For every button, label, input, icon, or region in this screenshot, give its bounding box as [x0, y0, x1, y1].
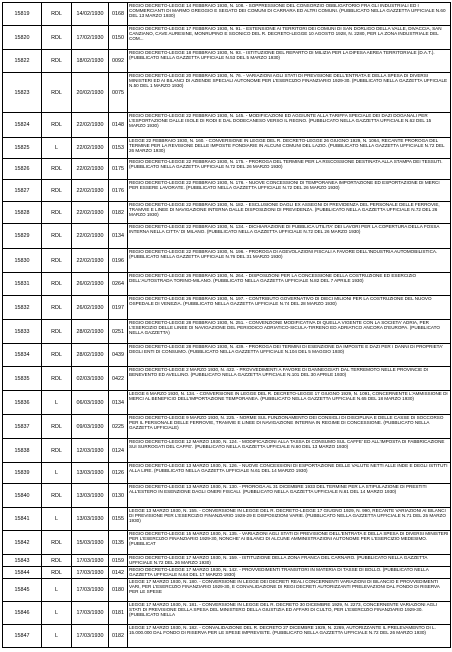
register-body	[3, 3, 451, 648]
act-date: 17/03/1930	[72, 555, 109, 567]
table-row	[3, 296, 451, 320]
act-date: 22/02/1930	[72, 180, 109, 202]
record-number: 15835	[3, 367, 42, 391]
act-description: LEGGE 17 MARZO 1930, N. 182. - CONVALIDAZIONE DEL R. DECRETO 27 DICEMBRE 1929, N. 2269, AUTORIZZANTE IL PRELEVAMENTO DI L. 15.000.000 DAL FONDO DI RISERVA PER LE SPESE IMPREVISTE. (PUBBLICATO NELLA GAZZETTA UFFICIALE N.72 DEL 26 MARZO 1930)	[128, 625, 451, 648]
act-type: RDL	[42, 3, 72, 26]
act-date: 15/03/1930	[72, 531, 109, 555]
table-row	[3, 531, 451, 555]
act-date: 22/02/1930	[72, 159, 109, 180]
act-description: REGIO DECRETO-LEGGE 26 FEBBRAIO 1930, N. 264. - DISPOSIZIONI PER LA CONCESSIONE DELLA COSTRUZIONE ED ESERCIZIO DELL'AUTOSTRADA TORINO-MILANO. (PUBBLICATO NELLA GAZZETTA UFFICIALE N.82 DEL 7 APRILE 1930)	[128, 273, 451, 296]
act-type: RDL	[42, 73, 72, 113]
record-number: 15831	[3, 273, 42, 296]
table-row	[3, 463, 451, 484]
act-code: 0126	[109, 463, 128, 484]
act-description: REGIO DECRETO-LEGGE 26 FEBBRAIO 1930, N. 197. - CONTRIBUTO GOVERNATIVO DI DIECI MILIONI PER LA COSTRUZIONE DEL NUOVO OSPEDALE DI VENEZIA. (PUBBLICATO NELLA GAZZETTA UFFICIALE N.74 DEL 28 MARZO 1930)	[128, 296, 451, 320]
record-number: 15839	[3, 463, 42, 484]
act-type: RDL	[42, 273, 72, 296]
record-number: 15829	[3, 224, 42, 249]
table-row	[3, 344, 451, 367]
act-type: RDL	[42, 439, 72, 463]
act-code: 0182	[109, 625, 128, 648]
act-description: REGIO DECRETO-LEGGE 20 FEBBRAIO 1930, N. 76. - VARIAZIONI AGLI STATI DI PREVISIONE DELL'ENTRATA E DELLA SPESA DI DIVERSI MINISTERI ED AI BILANCI DI AZIENDE SPECIALI AUTONOME PER L'ESERCIZIO FINANZIARIO 1929-30. (PUBBLICATO NELLA GAZZETTA UFFICIALE N.50 DEL 1 MARZO 1930)	[128, 73, 451, 113]
record-number: 15826	[3, 159, 42, 180]
record-number: 15827	[3, 180, 42, 202]
act-date: 17/03/1930	[72, 625, 109, 648]
table-row	[3, 180, 451, 202]
act-code: 0225	[109, 415, 128, 439]
record-number: 15843	[3, 555, 42, 567]
act-code: 0134	[109, 391, 128, 415]
table-row	[3, 508, 451, 531]
act-code: 0155	[109, 508, 128, 531]
act-code: 0148	[109, 113, 128, 138]
act-type: L	[42, 391, 72, 415]
act-type: RDL	[42, 567, 72, 579]
record-number: 15832	[3, 296, 42, 320]
act-code: 0197	[109, 296, 128, 320]
table-row	[3, 579, 451, 602]
act-description: REGIO DECRETO-LEGGE 28 FEBBRAIO 1930, N. 439. - PROROGA DEI TERMINI DI ESENZIONE DA IMPOSTE E DAZI PER I DANNI DI PROPRIETA' DEGLI ENTI DI CONSUMO. (PUBBLICATO NELLA GAZZETTA UFFICIALE N.104 DEL 5 MAGGIO 1930)	[128, 344, 451, 367]
act-description: REGIO DECRETO-LEGGE 9 MARZO 1930, N. 225. - NORME SUL FUNZIONAMENTO DEI CONSIGLI DI DISCIPLINA E DELLE CASSE DI SOCCORSO PER IL PERSONALE DELLE FERROVIE, TRAMVIE E LINEE DI NAVIGAZIONE INTERNA IN REGIME DI CONCESSIONE. (PUBBLICATO NELLA GAZZETTA UFFICIALE)	[128, 415, 451, 439]
act-type: L	[42, 625, 72, 648]
table-row	[3, 320, 451, 344]
act-date: 13/03/1930	[72, 463, 109, 484]
act-type: RDL	[42, 113, 72, 138]
act-code: 0422	[109, 367, 128, 391]
act-type: RDL	[42, 320, 72, 344]
record-number: 15824	[3, 113, 42, 138]
act-type: RDL	[42, 202, 72, 224]
record-number: 15819	[3, 3, 42, 26]
act-type: RDL	[42, 484, 72, 508]
act-code: 0159	[109, 555, 128, 567]
act-code: 0182	[109, 202, 128, 224]
act-description: REGIO DECRETO-LEGGE 17 MARZO 1930, N. 159. - ISTITUZIONE DELLA ZONA FRANCA DEL CARNARO. (PUBBLICATO NELLA GAZZETTA UFFICIALE N.72 DEL 26 MARZO 1930)	[128, 555, 451, 567]
table-row	[3, 555, 451, 567]
act-description: REGIO DECRETO-LEGGE 22 FEBBRAIO 1930, N. 176. - NUOVE CONCESSIONI DI TEMPORANEA IMPORTAZIONE ED ESPORTAZIONE DI MERCI PER ESSERE LAVORATE. (PUBBLICATO NELLA GAZZETTA UFFICIALE N.72 DEL 26 MARZO 1930)	[128, 180, 451, 202]
act-type: L	[42, 463, 72, 484]
act-type: RDL	[42, 344, 72, 367]
record-number: 15845	[3, 579, 42, 602]
act-date: 12/03/1930	[72, 439, 109, 463]
act-date: 26/02/1930	[72, 296, 109, 320]
act-type: RDL	[42, 224, 72, 249]
act-code: 0150	[109, 26, 128, 50]
record-number: 15833	[3, 320, 42, 344]
table-row	[3, 567, 451, 579]
act-code: 0135	[109, 531, 128, 555]
act-type: RDL	[42, 415, 72, 439]
act-code: 0092	[109, 50, 128, 73]
act-code: 0181	[109, 602, 128, 625]
act-date: 22/02/1930	[72, 224, 109, 249]
table-row	[3, 273, 451, 296]
table-row	[3, 439, 451, 463]
act-code: 0180	[109, 579, 128, 602]
act-description: REGIO DECRETO-LEGGE 18 FEBBRAIO 1930, N. 93. - ISTITUZIONE DEL REPARTO DI MILIZIA PER LA DIFESA AEREA TERRITORIALE (D.A.T.). (PUBBLICATO NELLA GAZZETTA UFFICIALE N.53 DEL 5 MARZO 1930)	[128, 50, 451, 73]
act-type: RDL	[42, 159, 72, 180]
act-description: REGIO DECRETO-LEGGE 13 MARZO 1930, N. 126. - NUOVE CONCESSIONI DI ESPORTAZIONE DELLE VALUTE NETTI ALLE INDE E DEGLI ISTITUTI ALLA LIRE. (PUBBLICATO NELLA GAZZETTA UFFICIALE N.61 DEL 14 MARZO 1930)	[128, 463, 451, 484]
table-row	[3, 3, 451, 26]
act-date: 18/02/1930	[72, 50, 109, 73]
record-number: 15846	[3, 602, 42, 625]
record-number: 15844	[3, 567, 42, 579]
record-number: 15823	[3, 73, 42, 113]
act-date: 17/02/1930	[72, 26, 109, 50]
act-type: L	[42, 602, 72, 625]
act-code: 0153	[109, 138, 128, 159]
act-code: 0264	[109, 273, 128, 296]
record-number: 15830	[3, 249, 42, 273]
act-date: 22/02/1930	[72, 202, 109, 224]
act-type: L	[42, 508, 72, 531]
act-date: 20/02/1930	[72, 73, 109, 113]
table-row	[3, 50, 451, 73]
act-type: RDL	[42, 531, 72, 555]
act-code: 0124	[109, 439, 128, 463]
record-number: 15841	[3, 508, 42, 531]
act-date: 28/02/1930	[72, 344, 109, 367]
record-number: 15838	[3, 439, 42, 463]
act-code: 0142	[109, 567, 128, 579]
act-code: 0251	[109, 320, 128, 344]
act-description: LEGGE 17 MARZO 1930, N. 181. - CONVERSIONE IN LEGGE DEL R. DECRETO 30 DICEMBRE 1929, N. 2273, CONCERNENTE VARIAZIONI AGLI STATI DI PREVISIONE DELLA SPESA DEL MINISTERO DELLA GIUSTIZIA ED AFFARI DI CULTO, PER L'ESERCIZIO FINANZIARIO 1929-30. (PUBBLICATO NELLA	[128, 602, 451, 625]
act-description: LEGGE 6 MARZO 1930, N. 134. - CONVERSIONE IN LEGGE DEL R. DECRETO-LEGGE 17 GIUGNO 1929, N. 1091, CONCERNENTE L'AMMISSIONE DI MERCI AL BENEFICIO DELL'IMPORTAZIONE TEMPORANEA. (PUBBLICATO NELLA GAZZETTA UFFICIALE N.65 DEL 18 MARZO 1930)	[128, 391, 451, 415]
act-code: 0134	[109, 224, 128, 249]
record-number: 15837	[3, 415, 42, 439]
act-description: REGIO DECRETO-LEGGE 22 FEBBRAIO 1930, N. 134. - DICHIARAZIONE DI PUBBLICA UTILITA' DEI LAVORI PER LA COPERTURA DELLA FOSSA INTERNA NELLA CITTA' DI MILANO. (PUBBLICATO NELLA GAZZETTA UFFICIALE N.72 DEL 26 MARZO 1930)	[128, 224, 451, 249]
record-number: 15842	[3, 531, 42, 555]
record-number: 15834	[3, 344, 42, 367]
table-row	[3, 484, 451, 508]
act-description: REGIO DECRETO-LEGGE 14 FEBBRAIO 1930, N. 108. - SOPPRESSIONE DEL CONSORZIO OBBLIGATORIO FRA GLI INDUSTRIALI ED I COMMERCIANTI DI MARMO GREGGIO E SEGATO DEI COMUNI DI CARRARA ED ALTRI COMUNI. (PUBBLICATO NELLA GAZZETTA UFFICIALE N.60 DEL 13 MARZO 1930)	[128, 3, 451, 26]
act-code: 0176	[109, 180, 128, 202]
act-type: RDL	[42, 249, 72, 273]
act-type: RDL	[42, 180, 72, 202]
act-type: RDL	[42, 555, 72, 567]
act-type: RDL	[42, 26, 72, 50]
act-date: 14/02/1930	[72, 3, 109, 26]
table-row	[3, 202, 451, 224]
act-date: 28/02/1930	[72, 320, 109, 344]
act-type: RDL	[42, 296, 72, 320]
act-date: 06/03/1930	[72, 391, 109, 415]
act-description: REGIO DECRETO-LEGGE 17 MARZO 1930, N. 142. - PROVVEDIMENTI TRANSITORI IN MATERIA DI TASSE DI BOLLO. (PUBBLICATO NELLA GAZZETTA UFFICIALE N.64 DEL 17 MARZO 1930)	[128, 567, 451, 579]
act-code: 0196	[109, 249, 128, 273]
act-date: 17/03/1930	[72, 602, 109, 625]
table-row	[3, 367, 451, 391]
act-type: L	[42, 138, 72, 159]
act-date: 13/03/1930	[72, 508, 109, 531]
act-code: 0130	[109, 484, 128, 508]
act-code: 0439	[109, 344, 128, 367]
act-description: REGIO DECRETO-LEGGE 22 FEBBRAIO 1930, N. 196. - PROROGA DI AGEVOLAZIONI FISCALI A FAVORE DELL'INDUSTRIA AUTOMOBILISTICA. (PUBBLICATO NELLA GAZZETTA UFFICIALE N.76 DEL 31 MARZO 1930)	[128, 249, 451, 273]
act-description: REGIO DECRETO-LEGGE 12 MARZO 1930, N. 124. - MODIFICAZIONI ALLA TASSA DI CONSUMO SUL CAFFE' ED ALL'IMPOSTA DI FABBRICAZIONE SUI SURROGATI DEL CAFFE'. (PUBBLICATO NELLA GAZZETTA UFFICIALE N.60 DEL 13 MARZO 1930)	[128, 439, 451, 463]
table-row	[3, 73, 451, 113]
act-description: LEGGE 17 MARZO 1930, N. 180. - CONVERSIONE IN LEGGE DEI DECRETI REALI CONCERNENTI VARIAZIONI DI BILANCIO E PROVVEDIMENTI VARI, PER L'ESERCIZIO FINANZIARIO 1929-30, E CONVALIDAZIONE DI REGI DECRETI AUTORIZZANTI PRELEVAZIONI DAL FONDO DI RISERVA PER LE SPESE	[128, 579, 451, 602]
table-row	[3, 26, 451, 50]
record-number: 15847	[3, 625, 42, 648]
act-description: LEGGE 13 MARZO 1930, N. 155. - CONVERSIONE IN LEGGE DEL R. DECRETO-LEGGE 17 GIUGNO 1929, N. 990, RECANTE VARIAZIONI AI BILANCI DI PREVISIONE PER L'ESERCIZIO FINANZIARIO 1928-29 E DISPOSIZIONI VARIE. (PUBBLICATO NELLA GAZZETTA UFFICIALE N.71 DEL 25 MARZO 1930)	[128, 508, 451, 531]
table-row	[3, 249, 451, 273]
record-number: 15828	[3, 202, 42, 224]
act-description: REGIO DECRETO-LEGGE 22 FEBBRAIO 1930, N. 175. - PROROGA DEL TERMINE PER LA RISCOSSIONE DESTINATA ALLA STAMPA DEI TESSUTI. (PUBBLICATO NELLA GAZZETTA UFFICIALE N.72 DEL 26 MARZO 1930)	[128, 159, 451, 180]
table-row	[3, 415, 451, 439]
act-code: 0075	[109, 73, 128, 113]
table-row	[3, 625, 451, 648]
act-description: REGIO DECRETO-LEGGE 28 FEBBRAIO 1930, N. 251. - CONVENZIONE MODIFICATIVA DI QUELLA VIGENTE CON LA SOCIETA' ADRIA, PER L'ESERCIZIO DELLE LINEE DI NAVIGAZIONE DEL PERIODICO ADRIATICO-SICULA-TIRRENO ED ADRIATICO ANCORA D'EUROPA. (PUBBLICATO NELLA GAZZETTA)	[128, 320, 451, 344]
act-date: 26/02/1930	[72, 273, 109, 296]
table-row	[3, 391, 451, 415]
act-date: 17/03/1930	[72, 579, 109, 602]
act-date: 13/03/1930	[72, 484, 109, 508]
act-date: 09/03/1930	[72, 415, 109, 439]
table-row	[3, 602, 451, 625]
act-date: 22/02/1930	[72, 138, 109, 159]
act-description: REGIO DECRETO-LEGGE 22 FEBBRAIO 1930, N. 145. - MODIFICAZIONI ED AGGIUNTE ALLA TARIFFA SPECIALE DEI DAZI DOGANALI PER L'ESPORTAZIONE DALLE ISOLE DI RODI E DAL DODECANESO VERSO IL REGNO. (PUBBLICATO NELLA GAZZETTA UFFICIALE N.62 DEL 15 MARZO 1930)	[128, 113, 451, 138]
act-description: REGIO DECRETO-LEGGE 2 MARZO 1930, N. 422. - PROVVEDIMENTI A FAVORE DI DANNEGGIATI DAL TERREMOTO NELLE PROVINCIE DI BENEVENTO ED AVELLINO. (PUBBLICATO NELLA GAZZETTA UFFICIALE N.101 DEL 30 APRILE 1930)	[128, 367, 451, 391]
record-number: 15825	[3, 138, 42, 159]
act-type: RDL	[42, 50, 72, 73]
act-date: 02/03/1930	[72, 367, 109, 391]
act-date: 22/02/1930	[72, 249, 109, 273]
record-number: 15820	[3, 26, 42, 50]
act-description: LEGGE 22 FEBBRAIO 1930, N. 160. - CONVERSIONE IN LEGGE DEL R. DECRETO-LEGGE 26 GIUGNO 1929, N. 1064, RECANTE PROROGA DEL TERMINE PER LA REVISIONE DELLE IMPOSTE FONDIARIE IN ALCUNI COMUNI DEL LAZIO. (PUBBLICATO NELLA GAZZETTA UFFICIALE N.72 DEL 26 MARZO 1930)	[128, 138, 451, 159]
record-number: 15822	[3, 50, 42, 73]
act-type: RDL	[42, 367, 72, 391]
record-number: 15840	[3, 484, 42, 508]
act-description: REGIO DECRETO-LEGGE 13 MARZO 1930, N. 130. - PROROGA AL 31 DICEMBRE 1933 DEL TERMINE PER LA STIPULAZIONE DI PRESTITI ALL'ESTERO IN ESENZIONE DAGLI ONERI FISCALI. (PUBBLICATO NELLA GAZZETTA UFFICIALE N.61 DEL 14 MARZO 1930)	[128, 484, 451, 508]
act-type: L	[42, 579, 72, 602]
table-row	[3, 224, 451, 249]
act-code: 0168	[109, 3, 128, 26]
act-description: REGIO DECRETO-LEGGE 22 FEBBRAIO 1930, N. 182. - ESCLUSIONE DAGLI EX ASSEGNI DI PREVIDENZA DEL PERSONALE DELLE FERROVIE, TRAMVIE E LINEE DI NAVIGAZIONE INTERNA DALLE DISPOSIZIONI DI PREVIDENZA. (PUBBLICATO NELLA GAZZETTA UFFICIALE N.72 DEL 26 MARZO 1930)	[128, 202, 451, 224]
table-row	[3, 159, 451, 180]
act-description: REGIO DECRETO-LEGGE 15 MARZO 1930, N. 135. - VARIAZIONI AGLI STATI DI PREVISIONE DELL'ENTRATA E DELLA SPESA DI DIVERSI MINISTERI PER L'ESERCIZIO FINANZIARIO 1929-30, NONCHE' AI BILANCI DI ALCUNE AMMINISTRAZIONI AUTONOME PER L'ESERCIZIO MEDESIMO. (PUBBLICAT	[128, 531, 451, 555]
legislation-register-table	[2, 2, 451, 648]
act-date: 17/03/1930	[72, 567, 109, 579]
record-number: 15836	[3, 391, 42, 415]
table-row	[3, 113, 451, 138]
act-code: 0175	[109, 159, 128, 180]
act-description: REGIO DECRETO-LEGGE 17 FEBBRAIO 1930, N. 91. - ESTENSIONE AI TERRITORI DEI COMUNI DI SAN DORLIGO DELLA VALLE, DIVACCIA, SAN CANZIANO, CAVE AURESINE, MONRUPINO E SGONICO DEL R. DECRETO-LEGGE 10 AGOSTO 1928, N. 2280, PER LA ZONA INDUSTRIALE DEL COM...	[128, 26, 451, 50]
act-date: 22/02/1930	[72, 113, 109, 138]
table-row	[3, 138, 451, 159]
